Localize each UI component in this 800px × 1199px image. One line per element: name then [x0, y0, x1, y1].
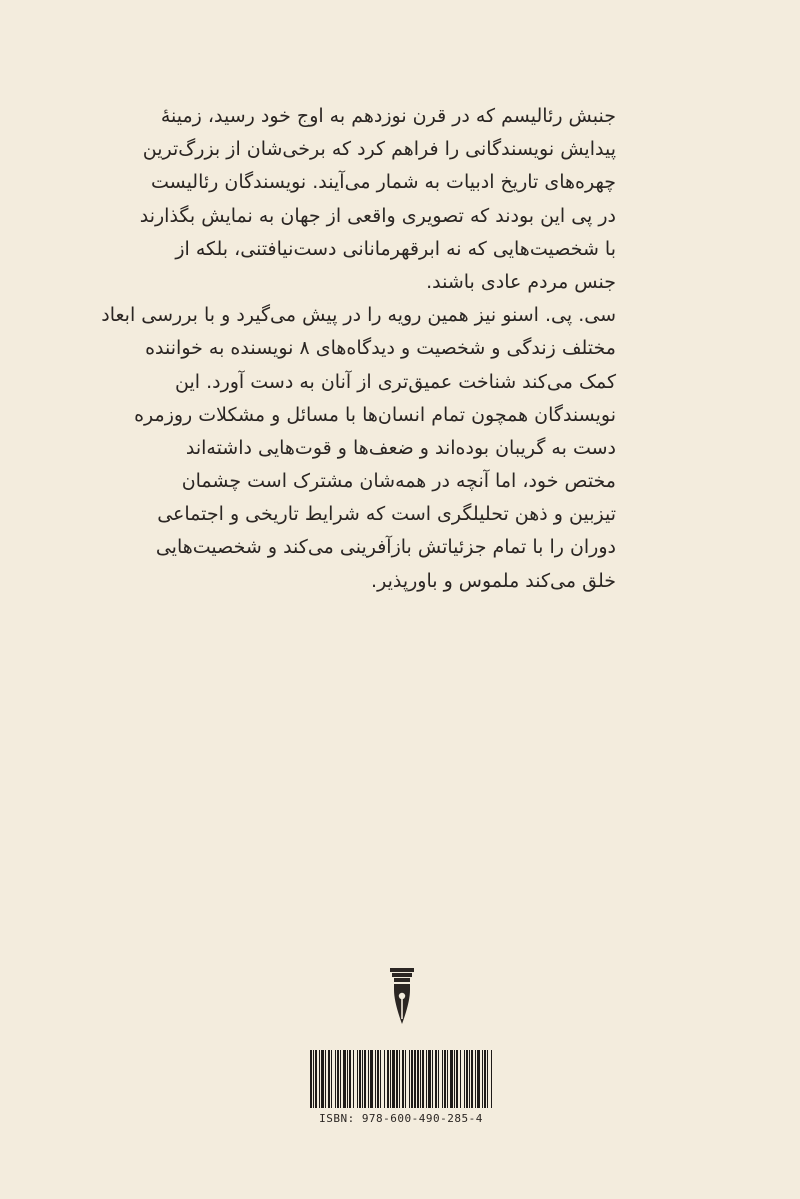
text-line: با شخصیت‌هایی که نه ابرقهرمانانی دست‌نیافتنی، بلکه از [175, 237, 616, 260]
text-line: تیزبین و ذهن تحلیلگری است که شرایط تاریخی و اجتماعی [157, 503, 616, 526]
text-line: دست به گریبان بوده‌اند و ضعف‌ها و قوت‌هایی داشته‌اند [185, 436, 616, 459]
text-line: سی. پی. اسنو نیز همین رویه را در پیش می‌گیرد و با بررسی ابعاد [101, 304, 616, 327]
text-line: پیدایش نویسندگانی را فراهم کرد که برخی‌شان از بزرگ‌ترین [142, 138, 616, 161]
text-line: جنبش رئالیسم که در قرن نوزدهم به اوج خود رسید، زمینهٔ [160, 105, 616, 127]
text-line: خلق می‌کند ملموس و باورپذیر. [371, 569, 616, 592]
description-paragraph-1 [139, 100, 616, 299]
text-line: نویسندگان همچون تمام انسان‌ها با مسائل و مشکلات روزمره [134, 403, 616, 426]
text-line: چهره‌های تاریخ ادبیات به شمار می‌آیند. نویسندگان رئالیست [150, 171, 616, 194]
text-line: کمک می‌کند شناخت عمیق‌تری از آنان به دست آورد. این [175, 370, 616, 393]
fountain-pen-nib-icon [389, 968, 415, 1026]
isbn-number: ISBN: 978-600-490-285-4 [319, 1112, 483, 1125]
text-line: جنس مردم عادی باشند. [426, 270, 616, 293]
text-line: مختص خود، اما آنچه در همه‌شان مشترک است چشمان [181, 470, 616, 493]
text-line: دوران را با تمام جزئیاتش بازآفرینی می‌کند و شخصیت‌هایی [155, 536, 616, 559]
text-line: در پی این بودند که تصویری واقعی از جهان به نمایش بگذارند [139, 204, 616, 227]
text-line: مختلف زندگی و شخصیت و دیدگاه‌های ۸ نویسنده به خواننده [145, 337, 616, 360]
barcode-icon [306, 1050, 496, 1108]
description-paragraph-2 [101, 299, 616, 598]
barcode [306, 1050, 496, 1130]
back-cover-description [101, 100, 616, 598]
